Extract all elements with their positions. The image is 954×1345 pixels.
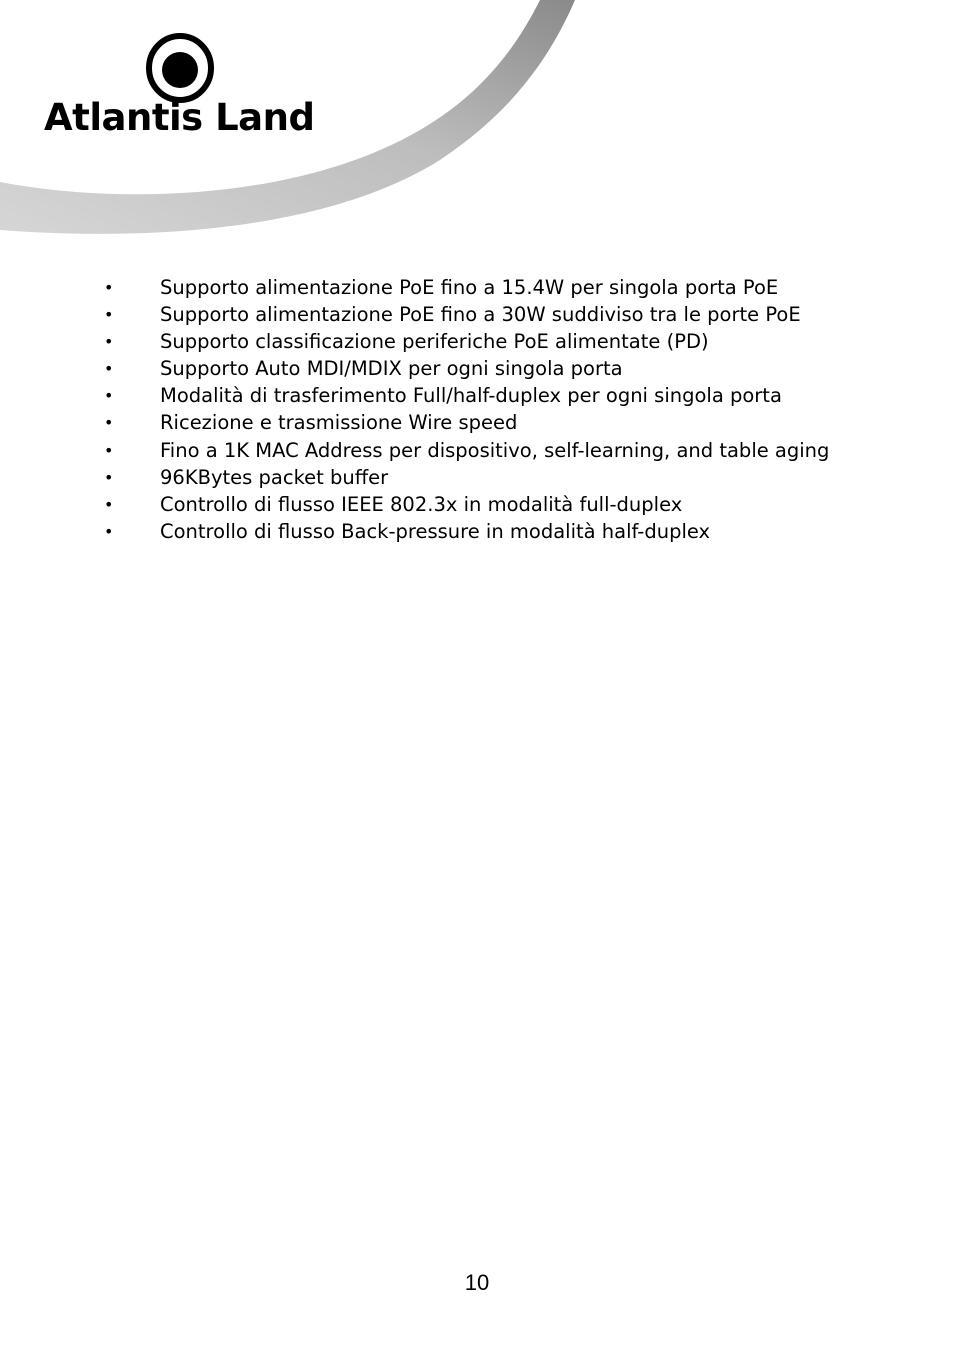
bullet: • (104, 305, 114, 325)
list-item (100, 328, 920, 355)
list-item (100, 274, 920, 301)
list-item (100, 464, 920, 491)
list-item-text: Controllo di flusso Back-pressure in modalità half-duplex (160, 519, 711, 543)
list-item-text: Supporto classificazione periferiche PoE alimentate (PD) (160, 330, 709, 354)
bullet: • (104, 332, 114, 352)
atlantis-land-logo (44, 32, 314, 142)
list-item-text: 96KBytes packet buffer (160, 465, 389, 489)
logo-circle-icon (144, 32, 216, 104)
list-item-text: Ricezione e trasmissione Wire speed (160, 411, 518, 435)
logo-wordmark: Atlantis Land (44, 96, 315, 139)
bullet: • (104, 521, 114, 541)
list-item-text: Modalità di trasferimento Full/half-duplex per ogni singola porta (160, 384, 782, 408)
page-number: 10 (464, 1270, 490, 1295)
feature-list (100, 274, 920, 545)
list-item (100, 301, 920, 328)
list-item-text: Controllo di flusso IEEE 802.3x in modalità full-duplex (160, 492, 683, 516)
bullet: • (104, 386, 114, 406)
list-item-text: Supporto alimentazione PoE fino a 30W suddiviso tra le porte PoE (160, 303, 801, 327)
list-item (100, 518, 920, 545)
list-item (100, 491, 920, 518)
list-item-text: Supporto Auto MDI/MDIX per ogni singola porta (160, 357, 623, 381)
list-item (100, 382, 920, 409)
list-item-text: Fino a 1K MAC Address per dispositivo, self-learning, and table aging (160, 438, 830, 462)
bullet: • (104, 440, 114, 460)
bullet: • (104, 467, 114, 487)
list-item (100, 437, 920, 464)
list-item (100, 355, 920, 382)
bullet: • (104, 359, 114, 379)
bullet: • (104, 494, 114, 514)
list-item-text: Supporto alimentazione PoE fino a 15.4W per singola porta PoE (160, 276, 779, 299)
list-item (100, 409, 920, 436)
bullet: • (104, 413, 114, 433)
bullet: • (104, 278, 114, 297)
